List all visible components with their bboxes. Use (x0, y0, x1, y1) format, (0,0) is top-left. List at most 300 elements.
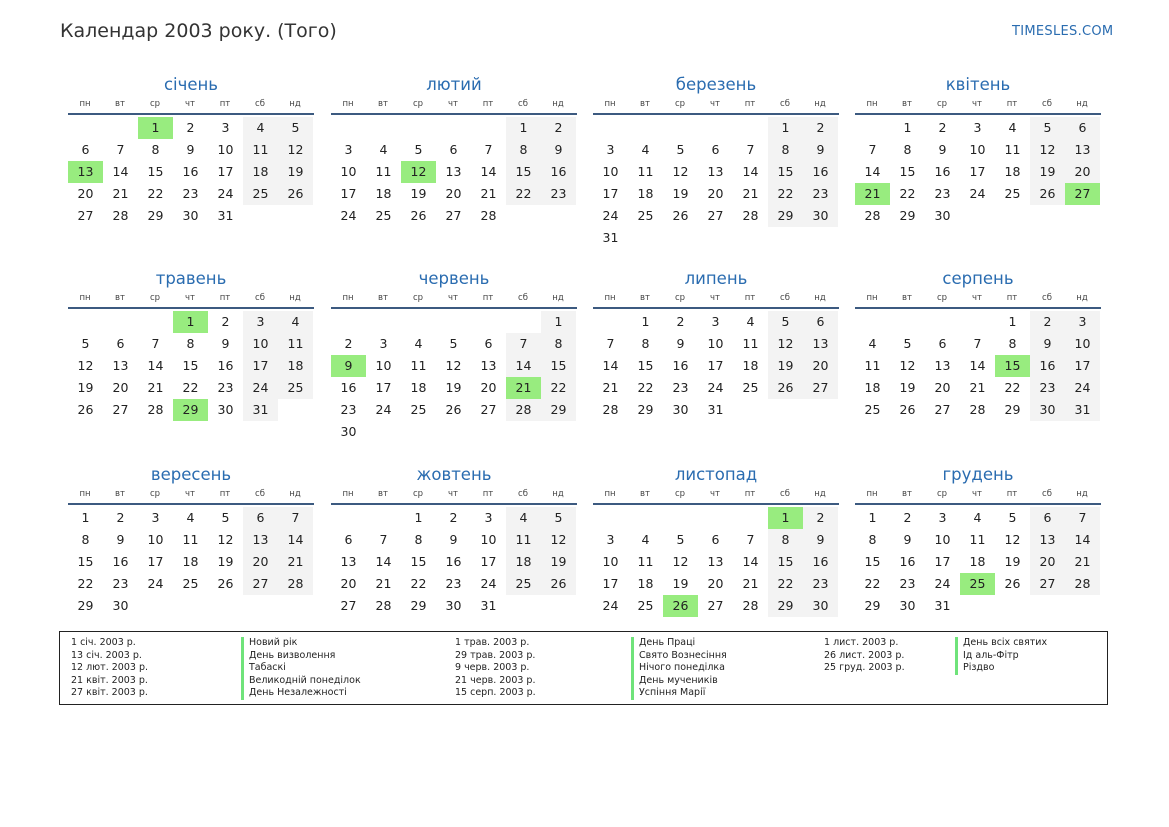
weekday-label: ср (149, 489, 161, 499)
day-cell: 11 (243, 139, 278, 161)
holiday-day-cell: 29 (173, 399, 208, 421)
weekday-label: пн (604, 99, 616, 109)
day-cell: 29 (637, 402, 654, 417)
weekday-label: чт (710, 489, 720, 499)
day-cell: 9 (186, 142, 195, 157)
legend-holiday-name: День Незалежності (241, 687, 361, 700)
weekday-label: пн (342, 99, 354, 109)
day-cell: 8 (1008, 336, 1017, 351)
day-cell: 16 (217, 358, 234, 373)
day-cell: 11 (742, 336, 759, 351)
day-cell: 16 (112, 554, 129, 569)
weekday-label: чт (972, 293, 982, 303)
day-cell: 22 (182, 380, 199, 395)
day-cell: 23 (672, 380, 689, 395)
day-cell: 21 (375, 576, 392, 591)
weekday-label: чт (448, 489, 458, 499)
empty-cell (471, 117, 506, 139)
day-cell: 21 (147, 380, 164, 395)
legend-holiday-name: Табаскі (241, 662, 361, 675)
day-cell: 24 (934, 576, 951, 591)
weekday-label: нд (552, 293, 564, 303)
day-cell: 10 (217, 142, 234, 157)
empty-cell (401, 311, 436, 333)
month-divider (68, 503, 314, 505)
weekday-label: ср (674, 99, 686, 109)
weekday-label: вт (115, 489, 125, 499)
day-cell: 7 (278, 507, 313, 529)
weekday-label: пн (866, 489, 878, 499)
day-cell: 26 (899, 402, 916, 417)
day-cell: 2 (938, 120, 947, 135)
day-cell: 26 (217, 576, 234, 591)
day-cell: 7 (506, 333, 541, 355)
weekday-label: чт (185, 293, 195, 303)
legend-date: 25 груд. 2003 р. (824, 662, 905, 673)
day-cell: 11 (278, 333, 313, 355)
day-cell: 3 (151, 510, 160, 525)
month-divider (593, 503, 839, 505)
day-cell: 7 (116, 142, 125, 157)
weekday-label: сб (518, 489, 528, 499)
weekday-label: нд (1076, 489, 1088, 499)
weekday-label: нд (289, 489, 301, 499)
day-cell: 8 (186, 336, 195, 351)
month-3 (593, 73, 839, 249)
holiday-day-cell: 21 (506, 377, 541, 399)
weekday-label: сб (518, 293, 528, 303)
day-cell: 20 (77, 186, 94, 201)
day-cell: 23 (445, 576, 462, 591)
day-cell: 18 (1004, 164, 1021, 179)
legend-holiday-name: Новий рік (241, 637, 361, 650)
day-cell: 17 (375, 380, 392, 395)
empty-cell (401, 117, 436, 139)
day-cell: 5 (221, 510, 230, 525)
day-cell: 28 (969, 402, 986, 417)
day-cell: 24 (340, 208, 357, 223)
day-cell: 16 (340, 380, 357, 395)
day-cell: 23 (217, 380, 234, 395)
weekday-label: нд (552, 99, 564, 109)
month-7 (593, 267, 839, 421)
day-grid (68, 507, 314, 617)
day-cell: 9 (116, 532, 125, 547)
day-cell: 17 (1065, 355, 1100, 377)
month-2 (331, 73, 577, 227)
empty-cell (698, 117, 733, 139)
day-cell: 8 (151, 142, 160, 157)
day-cell: 29 (410, 598, 427, 613)
day-cell: 4 (746, 314, 755, 329)
legend-holiday-name: Нічого понеділка (631, 662, 727, 675)
holiday-day-cell: 1 (173, 311, 208, 333)
month-name: січень (163, 75, 219, 94)
day-cell: 7 (606, 336, 615, 351)
day-cell: 16 (803, 161, 838, 183)
day-cell: 8 (81, 532, 90, 547)
day-cell: 30 (1030, 399, 1065, 421)
day-cell: 28 (112, 208, 129, 223)
day-cell: 8 (768, 139, 803, 161)
month-divider (331, 307, 577, 309)
day-cell: 1 (868, 510, 877, 525)
day-cell: 3 (973, 120, 982, 135)
day-cell: 25 (278, 377, 313, 399)
day-cell: 27 (340, 598, 357, 613)
empty-cell (331, 311, 366, 333)
day-cell: 10 (480, 532, 497, 547)
empty-cell (436, 117, 471, 139)
day-cell: 4 (186, 510, 195, 525)
day-cell: 3 (221, 120, 230, 135)
weekday-label: пн (342, 293, 354, 303)
weekday-header (68, 97, 315, 111)
day-cell: 20 (340, 576, 357, 591)
day-cell: 13 (243, 529, 278, 551)
day-cell: 7 (379, 532, 388, 547)
day-cell: 29 (1004, 402, 1021, 417)
day-cell: 5 (81, 336, 90, 351)
day-cell: 4 (506, 507, 541, 529)
day-cell: 26 (77, 402, 94, 417)
day-cell: 8 (641, 336, 650, 351)
weekday-label: ср (936, 489, 948, 499)
day-cell: 28 (742, 208, 759, 223)
day-cell: 13 (934, 358, 951, 373)
day-cell: 11 (1004, 142, 1021, 157)
day-cell: 15 (506, 161, 541, 183)
weekday-label: пт (219, 99, 231, 109)
weekday-label: сб (255, 99, 265, 109)
day-grid (68, 311, 314, 421)
day-cell: 21 (969, 380, 986, 395)
day-cell: 1 (81, 510, 90, 525)
month-name: травень (155, 269, 227, 288)
day-cell: 18 (742, 358, 759, 373)
day-cell: 1 (768, 117, 803, 139)
day-cell: 20 (1065, 161, 1100, 183)
day-cell: 28 (375, 598, 392, 613)
day-cell: 24 (1065, 377, 1100, 399)
day-cell: 3 (484, 510, 493, 525)
day-cell: 26 (768, 377, 803, 399)
day-cell: 3 (606, 142, 615, 157)
month-divider (331, 113, 577, 115)
day-cell: 12 (899, 358, 916, 373)
weekday-label: сб (1042, 293, 1052, 303)
holiday-day-cell: 1 (138, 117, 173, 139)
weekday-label: сб (1042, 489, 1052, 499)
month-10 (331, 463, 577, 617)
weekday-label: чт (185, 489, 195, 499)
day-cell: 4 (641, 142, 650, 157)
month-divider (68, 113, 314, 115)
weekday-label: пт (482, 489, 494, 499)
day-cell: 22 (541, 377, 576, 399)
empty-cell (593, 117, 628, 139)
day-cell: 26 (445, 402, 462, 417)
day-cell: 19 (77, 380, 94, 395)
weekday-label: пт (219, 293, 231, 303)
day-cell: 12 (445, 358, 462, 373)
holiday-day-cell: 27 (1065, 183, 1100, 205)
day-cell: 3 (938, 510, 947, 525)
day-cell: 7 (1065, 507, 1100, 529)
day-cell: 30 (672, 402, 689, 417)
day-cell: 30 (934, 208, 951, 223)
day-cell: 6 (711, 142, 720, 157)
weekday-label: сб (780, 489, 790, 499)
legend-holiday-name: Різдво (955, 662, 1047, 675)
day-cell: 13 (340, 554, 357, 569)
weekday-label: пн (866, 99, 878, 109)
day-cell: 9 (221, 336, 230, 351)
month-divider (593, 307, 839, 309)
legend-holiday-name: Ід аль-Фітр (955, 650, 1047, 663)
month-name: червень (418, 269, 490, 288)
weekday-label: нд (1076, 293, 1088, 303)
day-cell: 14 (375, 554, 392, 569)
day-cell: 29 (147, 208, 164, 223)
month-name: серпень (942, 269, 1014, 288)
month-divider (593, 113, 839, 115)
day-cell: 26 (278, 183, 313, 205)
weekday-label: вт (115, 293, 125, 303)
day-cell: 17 (243, 355, 278, 377)
holiday-day-cell: 26 (663, 595, 698, 617)
day-cell: 7 (746, 142, 755, 157)
holiday-day-cell: 12 (401, 161, 436, 183)
day-cell: 2 (676, 314, 685, 329)
empty-cell (366, 117, 401, 139)
weekday-label: чт (710, 293, 720, 303)
day-cell: 16 (1030, 355, 1065, 377)
day-cell: 1 (506, 117, 541, 139)
month-name: липень (684, 269, 748, 288)
day-cell: 15 (77, 554, 94, 569)
day-cell: 11 (182, 532, 199, 547)
day-cell: 18 (864, 380, 881, 395)
day-cell: 31 (217, 208, 234, 223)
day-cell: 16 (445, 554, 462, 569)
weekday-label: нд (552, 489, 564, 499)
day-cell: 2 (803, 117, 838, 139)
day-cell: 1 (541, 311, 576, 333)
empty-cell (506, 311, 541, 333)
day-cell: 25 (637, 598, 654, 613)
day-cell: 6 (1065, 117, 1100, 139)
day-grid (855, 507, 1101, 617)
weekday-label: пт (744, 293, 756, 303)
day-cell: 23 (803, 573, 838, 595)
weekday-label: пт (482, 293, 494, 303)
day-cell: 7 (868, 142, 877, 157)
day-cell: 10 (602, 164, 619, 179)
weekday-label: нд (814, 489, 826, 499)
day-grid (593, 507, 839, 617)
day-cell: 28 (742, 598, 759, 613)
legend-holiday-name: День мучеників (631, 675, 727, 688)
day-cell: 2 (221, 314, 230, 329)
month-divider (855, 307, 1101, 309)
weekday-label: сб (255, 489, 265, 499)
day-cell: 22 (77, 576, 94, 591)
day-cell: 25 (864, 402, 881, 417)
month-divider (331, 503, 577, 505)
day-cell: 26 (1030, 183, 1065, 205)
day-cell: 18 (637, 576, 654, 591)
day-cell: 2 (116, 510, 125, 525)
day-cell: 6 (449, 142, 458, 157)
day-cell: 25 (243, 183, 278, 205)
day-cell: 20 (707, 576, 724, 591)
day-cell: 27 (243, 573, 278, 595)
day-cell: 15 (864, 554, 881, 569)
day-cell: 18 (506, 551, 541, 573)
day-cell: 5 (414, 142, 423, 157)
day-cell: 22 (1004, 380, 1021, 395)
day-cell: 22 (768, 573, 803, 595)
day-grid (331, 311, 577, 443)
day-cell: 4 (414, 336, 423, 351)
day-cell: 10 (602, 554, 619, 569)
day-cell: 2 (1030, 311, 1065, 333)
day-cell: 14 (864, 164, 881, 179)
day-cell: 3 (344, 142, 353, 157)
empty-cell (331, 117, 366, 139)
day-cell: 22 (506, 183, 541, 205)
month-divider (855, 113, 1101, 115)
weekday-label: нд (289, 99, 301, 109)
weekday-header (68, 487, 315, 501)
weekday-label: чт (972, 489, 982, 499)
weekday-label: вт (378, 99, 388, 109)
day-cell: 22 (768, 183, 803, 205)
day-cell: 14 (742, 554, 759, 569)
day-cell: 16 (672, 358, 689, 373)
day-cell: 16 (899, 554, 916, 569)
day-cell: 12 (672, 554, 689, 569)
day-cell: 24 (602, 208, 619, 223)
day-cell: 18 (375, 186, 392, 201)
day-cell: 23 (934, 186, 951, 201)
day-cell: 28 (602, 402, 619, 417)
weekday-label: пн (604, 489, 616, 499)
empty-cell (138, 311, 173, 333)
day-cell: 26 (1004, 576, 1021, 591)
day-cell: 7 (973, 336, 982, 351)
day-cell: 19 (217, 554, 234, 569)
day-cell: 27 (707, 598, 724, 613)
day-cell: 2 (186, 120, 195, 135)
day-cell: 9 (803, 139, 838, 161)
day-cell: 25 (506, 573, 541, 595)
day-cell: 23 (182, 186, 199, 201)
day-cell: 3 (243, 311, 278, 333)
day-cell: 30 (803, 595, 838, 617)
weekday-header (855, 97, 1102, 111)
day-cell: 24 (243, 377, 278, 399)
legend-date: 1 лист. 2003 р. (824, 637, 899, 648)
day-cell: 11 (637, 554, 654, 569)
day-cell: 4 (868, 336, 877, 351)
empty-cell (366, 507, 401, 529)
day-cell: 1 (903, 120, 912, 135)
day-cell: 27 (77, 208, 94, 223)
day-cell: 11 (506, 529, 541, 551)
day-cell: 10 (340, 164, 357, 179)
holiday-day-cell: 9 (331, 355, 366, 377)
weekday-label: чт (185, 99, 195, 109)
weekday-header (68, 291, 315, 305)
empty-cell (663, 117, 698, 139)
day-cell: 9 (541, 139, 576, 161)
day-cell: 2 (903, 510, 912, 525)
day-cell: 15 (182, 358, 199, 373)
day-cell: 25 (742, 380, 759, 395)
day-cell: 9 (449, 532, 458, 547)
day-cell: 15 (541, 355, 576, 377)
legend-date: 21 квіт. 2003 р. (71, 674, 148, 686)
day-cell: 24 (602, 598, 619, 613)
weekday-label: вт (115, 99, 125, 109)
day-cell: 9 (676, 336, 685, 351)
weekday-label: вт (378, 489, 388, 499)
day-cell: 6 (116, 336, 125, 351)
weekday-label: вт (640, 293, 650, 303)
legend-date: 1 січ. 2003 р. (71, 637, 136, 648)
day-cell: 13 (803, 333, 838, 355)
day-cell: 25 (182, 576, 199, 591)
day-cell: 31 (934, 598, 951, 613)
month-divider (855, 503, 1101, 505)
brand-link[interactable]: TIMESLES.COM (1012, 24, 1114, 39)
weekday-label: пт (219, 489, 231, 499)
holiday-day-cell: 1 (768, 507, 803, 529)
day-cell: 4 (278, 311, 313, 333)
holiday-day-cell: 13 (68, 161, 103, 183)
day-cell: 18 (637, 186, 654, 201)
day-cell: 17 (147, 554, 164, 569)
empty-cell (103, 117, 138, 139)
day-cell: 17 (480, 554, 497, 569)
day-cell: 5 (676, 142, 685, 157)
month-name: жовтень (416, 465, 492, 484)
day-cell: 14 (602, 358, 619, 373)
day-cell: 10 (969, 142, 986, 157)
empty-cell (331, 507, 366, 529)
weekday-label: сб (780, 293, 790, 303)
day-cell: 19 (1004, 554, 1021, 569)
day-cell: 20 (445, 186, 462, 201)
empty-cell (366, 311, 401, 333)
legend-names-col-1 (241, 637, 361, 700)
day-cell: 2 (803, 507, 838, 529)
day-cell: 28 (864, 208, 881, 223)
day-cell: 15 (637, 358, 654, 373)
day-cell: 4 (243, 117, 278, 139)
day-cell: 13 (480, 358, 497, 373)
day-cell: 4 (379, 142, 388, 157)
page-title: Календар 2003 року. (Того) (60, 20, 337, 42)
empty-cell (68, 311, 103, 333)
day-cell: 19 (768, 355, 803, 377)
day-cell: 11 (637, 164, 654, 179)
day-cell: 23 (340, 402, 357, 417)
day-cell: 1 (641, 314, 650, 329)
legend-holiday-name: День Праці (631, 637, 727, 650)
